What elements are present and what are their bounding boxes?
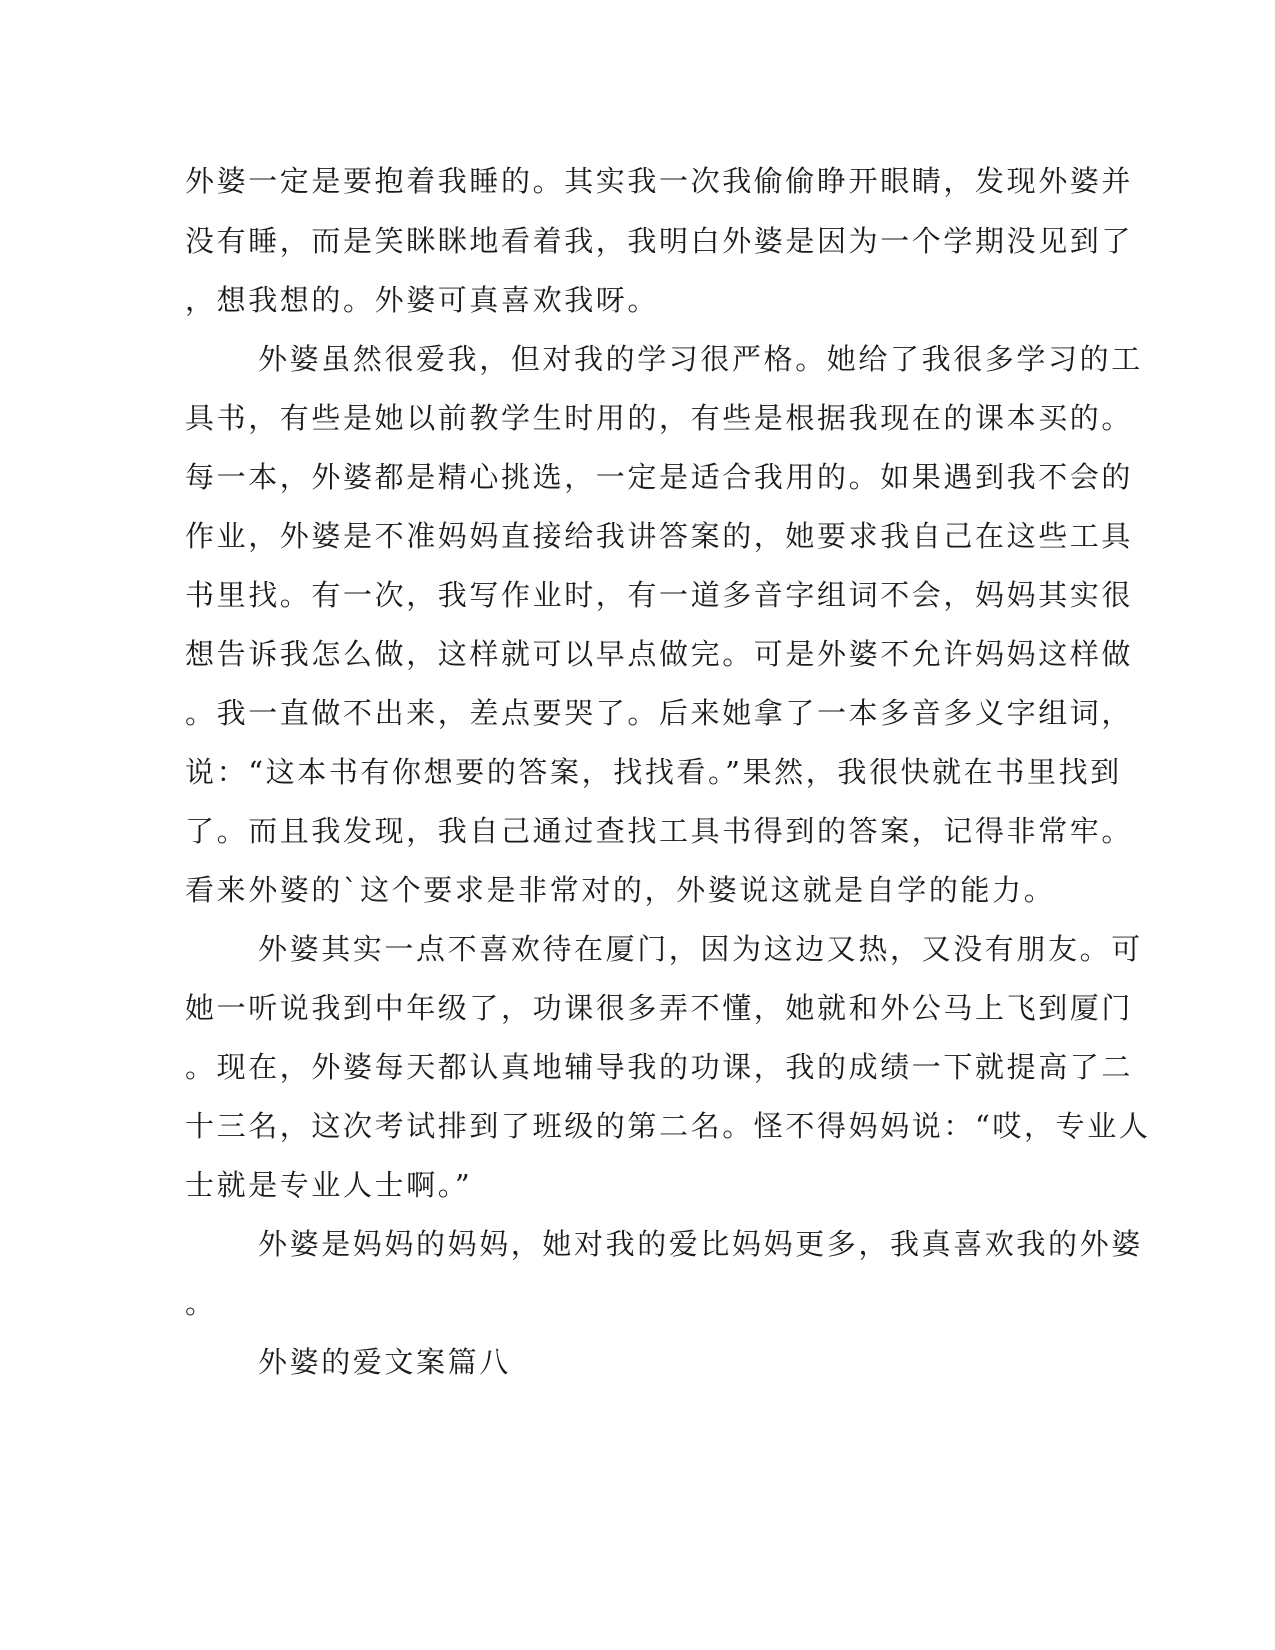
paragraph-line: 看来外婆的`这个要求是非常对的，外婆说这就是自学的能力。 <box>185 873 1056 907</box>
paragraph-line: 了。而且我发现，我自己通过查找工具书得到的答案，记得非常牢。 <box>185 814 1134 848</box>
paragraph-line: 她一听说我到中年级了，功课很多弄不懂，她就和外公马上飞到厦门 <box>185 991 1134 1025</box>
paragraph-line: 没有睡，而是笑眯眯地看着我，我明白外婆是因为一个学期没见到了 <box>185 224 1134 258</box>
paragraph-line: 。 <box>185 1286 217 1320</box>
paragraph-line: 士就是专业人士啊。” <box>185 1168 473 1202</box>
paragraph-line: 。我一直做不出来，差点要哭了。后来她拿了一本多音多义字组词， <box>185 696 1134 730</box>
paragraph-line: 说：“这本书有你想要的答案，找找看。”果然，我很快就在书里找到 <box>185 755 1122 789</box>
paragraph-line: 十三名，这次考试排到了班级的第二名。怪不得妈妈说：“哎，专业人 <box>185 1109 1151 1143</box>
paragraph-line: 想告诉我怎么做，这样就可以早点做完。可是外婆不允许妈妈这样做 <box>185 637 1134 671</box>
paragraph-line: 外婆是妈妈的妈妈，她对我的爱比妈妈更多，我真喜欢我的外婆 <box>258 1227 1143 1261</box>
paragraph-line: 外婆虽然很爱我，但对我的学习很严格。她给了我很多学习的工 <box>258 342 1143 376</box>
section-heading: 外婆的爱文案篇八 <box>258 1345 511 1379</box>
paragraph-line: 外婆一定是要抱着我睡的。其实我一次我偷偷睁开眼睛，发现外婆并 <box>185 164 1134 198</box>
paragraph-line: 具书，有些是她以前教学生时用的，有些是根据我现在的课本买的。 <box>185 401 1134 435</box>
paragraph-line: 。现在，外婆每天都认真地辅导我的功课，我的成绩一下就提高了二 <box>185 1050 1134 1084</box>
paragraph-line: 作业，外婆是不准妈妈直接给我讲答案的，她要求我自己在这些工具 <box>185 519 1134 553</box>
paragraph-line: 每一本，外婆都是精心挑选，一定是适合我用的。如果遇到我不会的 <box>185 460 1134 494</box>
paragraph-line: ，想我想的。外婆可真喜欢我呀。 <box>185 283 660 317</box>
paragraph-line: 书里找。有一次，我写作业时，有一道多音字组词不会，妈妈其实很 <box>185 578 1134 612</box>
paragraph-line: 外婆其实一点不喜欢待在厦门，因为这边又热，又没有朋友。可 <box>258 932 1143 966</box>
